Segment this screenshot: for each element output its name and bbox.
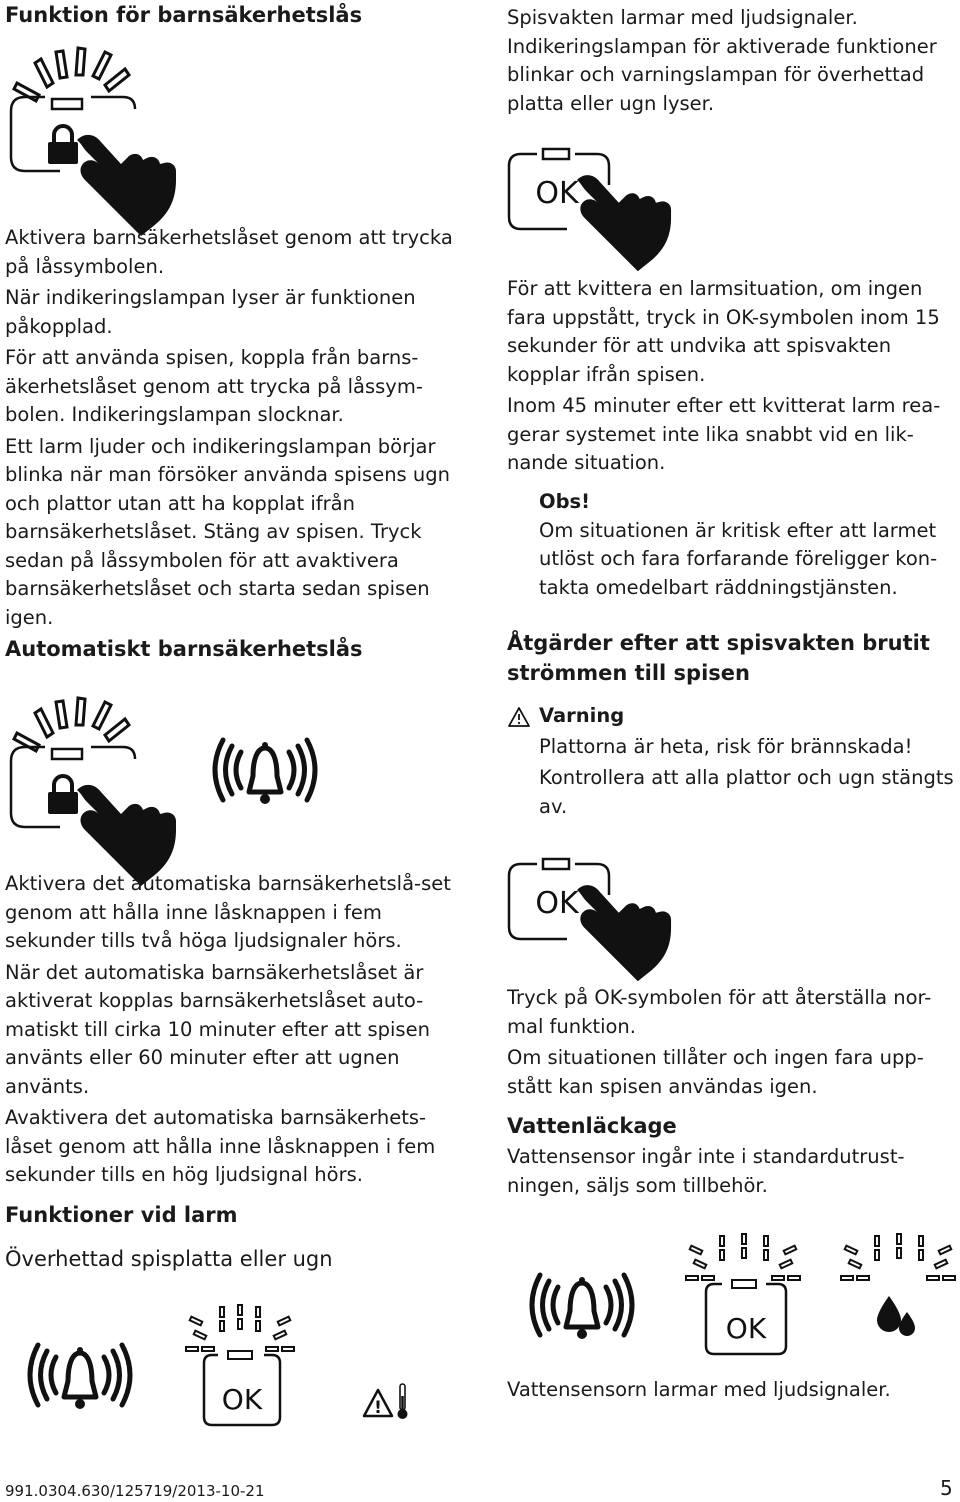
overheat-warning-icon xyxy=(360,1378,420,1422)
right-text-block-3 xyxy=(507,984,957,1200)
heading-auto-child-lock: Automatiskt barnsäkerhetslås xyxy=(5,637,363,661)
ok-icon-label: OK xyxy=(725,1312,767,1345)
warning-check-plates: Kontrollera att alla plattor och ugn stängts av. xyxy=(539,766,954,818)
page-number: 5 xyxy=(940,1476,953,1500)
warning-glyph: ! xyxy=(374,1398,382,1418)
water-drop-flashing-illustration xyxy=(835,1232,960,1362)
hand-pointer-icon xyxy=(577,885,671,981)
thermometer-icon xyxy=(398,1384,408,1419)
alarm-bell-icon xyxy=(5,1335,155,1415)
child-lock-illustration xyxy=(5,45,185,220)
warning-hot-plates: Plattorna är heta, risk för brännskada! xyxy=(539,734,913,758)
blinking-light-segments xyxy=(686,1234,800,1288)
heading-measures-after-cutoff: Åtgärder efter att spisvakten brutit strömmen till spisen xyxy=(507,631,930,685)
text-45-minutes: Inom 45 minuter efter ett kvitterat larm rea-gerar systemet inte lika snabbt vid en lik-nande situation. xyxy=(507,394,941,474)
alarm-bell-icon xyxy=(190,730,340,810)
indicator-light-rays xyxy=(14,698,129,759)
water-drop-icon xyxy=(877,1296,915,1336)
obs-title: Obs! xyxy=(539,490,591,513)
ok-icon-label: OK xyxy=(221,1383,263,1416)
auto-child-lock-illustration xyxy=(5,695,185,870)
right-text-block-4 xyxy=(507,1376,957,1405)
ok-icon-label: OK xyxy=(535,886,579,921)
hand-pointer-icon xyxy=(577,175,671,271)
text-deactivate-auto-lock: Avaktivera det automatiska barnsäkerhets-låset genom att hålla inne låsknappen i fem sekunder tills en hög ljudsignal hörs. xyxy=(5,1106,436,1186)
left-text-block-2 xyxy=(5,870,465,1274)
ok-panel-flashing-illustration xyxy=(180,1303,340,1433)
text-use-again: Om situationen tillåter och ingen fara upp-stått kan spisen användas igen. xyxy=(507,1046,924,1098)
text-indicator-lit: När indikeringslampan lyser är funktionen påkopplad. xyxy=(5,286,416,338)
text-activate-child-lock: Aktivera barnsäkerhetslåset genom att trycka på låssymbolen. xyxy=(5,226,453,278)
text-water-sensor-alarm: Vattensensorn larmar med ljudsignaler. xyxy=(507,1378,891,1401)
ok-panel-flashing-illustration xyxy=(670,1232,820,1362)
alarm-bell-icon xyxy=(507,1265,657,1345)
right-text-block-1 xyxy=(507,4,957,118)
lock-icon xyxy=(48,126,78,164)
right-text-block-2 xyxy=(507,275,957,478)
text-acknowledge-alarm: För att kvittera en larmsituation, om ingen fara uppstått, tryck in OK-symbolen inom 15 sekunder för att undvika att spisvakten kopplar ifrån spisen. xyxy=(507,277,940,386)
obs-text: Om situationen är kritisk efter att larmet utlöst och fara forfarande föreligger kon-takta omedelbart räddningstjänsten. xyxy=(539,518,938,599)
text-deactivate-child-lock: För att använda spisen, koppla från barns-äkerhetslåset genom att trycka på låssym-bolen. Indikeringslampan slocknar. xyxy=(5,346,423,426)
obs-note xyxy=(539,488,959,602)
right-heading-measures xyxy=(507,628,957,688)
warning-title: Varning xyxy=(539,704,625,727)
footer-doc-code: 991.0304.630/125719/2013-10-21 xyxy=(5,1482,265,1500)
indicator-light-rays xyxy=(14,48,129,109)
ok-icon-label: OK xyxy=(535,176,579,211)
left-text-block-1 xyxy=(5,224,465,664)
text-water-sensor: Vattensensor ingår inte i standardutrust-ningen, säljs som tillbehör. xyxy=(507,1145,905,1197)
ok-panel-reset-illustration xyxy=(507,855,682,970)
heading-overheated: Överhettad spisplatta eller ugn xyxy=(5,1246,333,1271)
hand-pointer-icon xyxy=(77,135,176,236)
warning-triangle-icon xyxy=(507,706,531,728)
text-auto-lock-info: När det automatiska barnsäkerhetslåset är aktiverat kopplas barnsäkerhetslåset auto-matiskt till cirka 10 minuter efter att spisen använts eller 60 minuter efter att ugnen använts. xyxy=(5,960,430,1098)
lock-icon xyxy=(48,776,78,814)
text-alarm-signals: Spisvakten larmar med ljudsignaler. Indikeringslampan för aktiverade funktioner blinkar och varningslampan för överhettad platta eller ugn lyser. xyxy=(507,6,937,115)
blinking-light-segments xyxy=(841,1234,955,1280)
text-reset-normal: Tryck på OK-symbolen för att återställa nor-mal funktion. xyxy=(507,986,932,1038)
text-activate-auto-lock: Aktivera det automatiska barnsäkerhetslå-set genom att hålla inne låsknappen i fem sekunder tills två höga ljudsignaler hörs. xyxy=(5,872,451,952)
heading-child-lock: Funktion för barnsäkerhetslås xyxy=(5,3,363,27)
text-alarm-child-lock: Ett larm ljuder och indikeringslampan börjar blinka när man försöker använda spisens ugn och plattor utan att ha kopplat ifrån barnsäkerhetslåset. Stäng av spisen. Tryck sedan på låssymbolen för att avaktivera barnsäkerhetslåset och starta sedan spisen igen. xyxy=(5,434,451,629)
warning-note xyxy=(539,702,959,821)
blinking-light-segments xyxy=(186,1305,294,1359)
ok-panel-press-illustration xyxy=(507,145,682,260)
heading-water-leak: Vattenläckage xyxy=(507,1114,677,1138)
section-heading xyxy=(5,0,465,30)
heading-alarm-functions: Funktioner vid larm xyxy=(5,1202,238,1227)
